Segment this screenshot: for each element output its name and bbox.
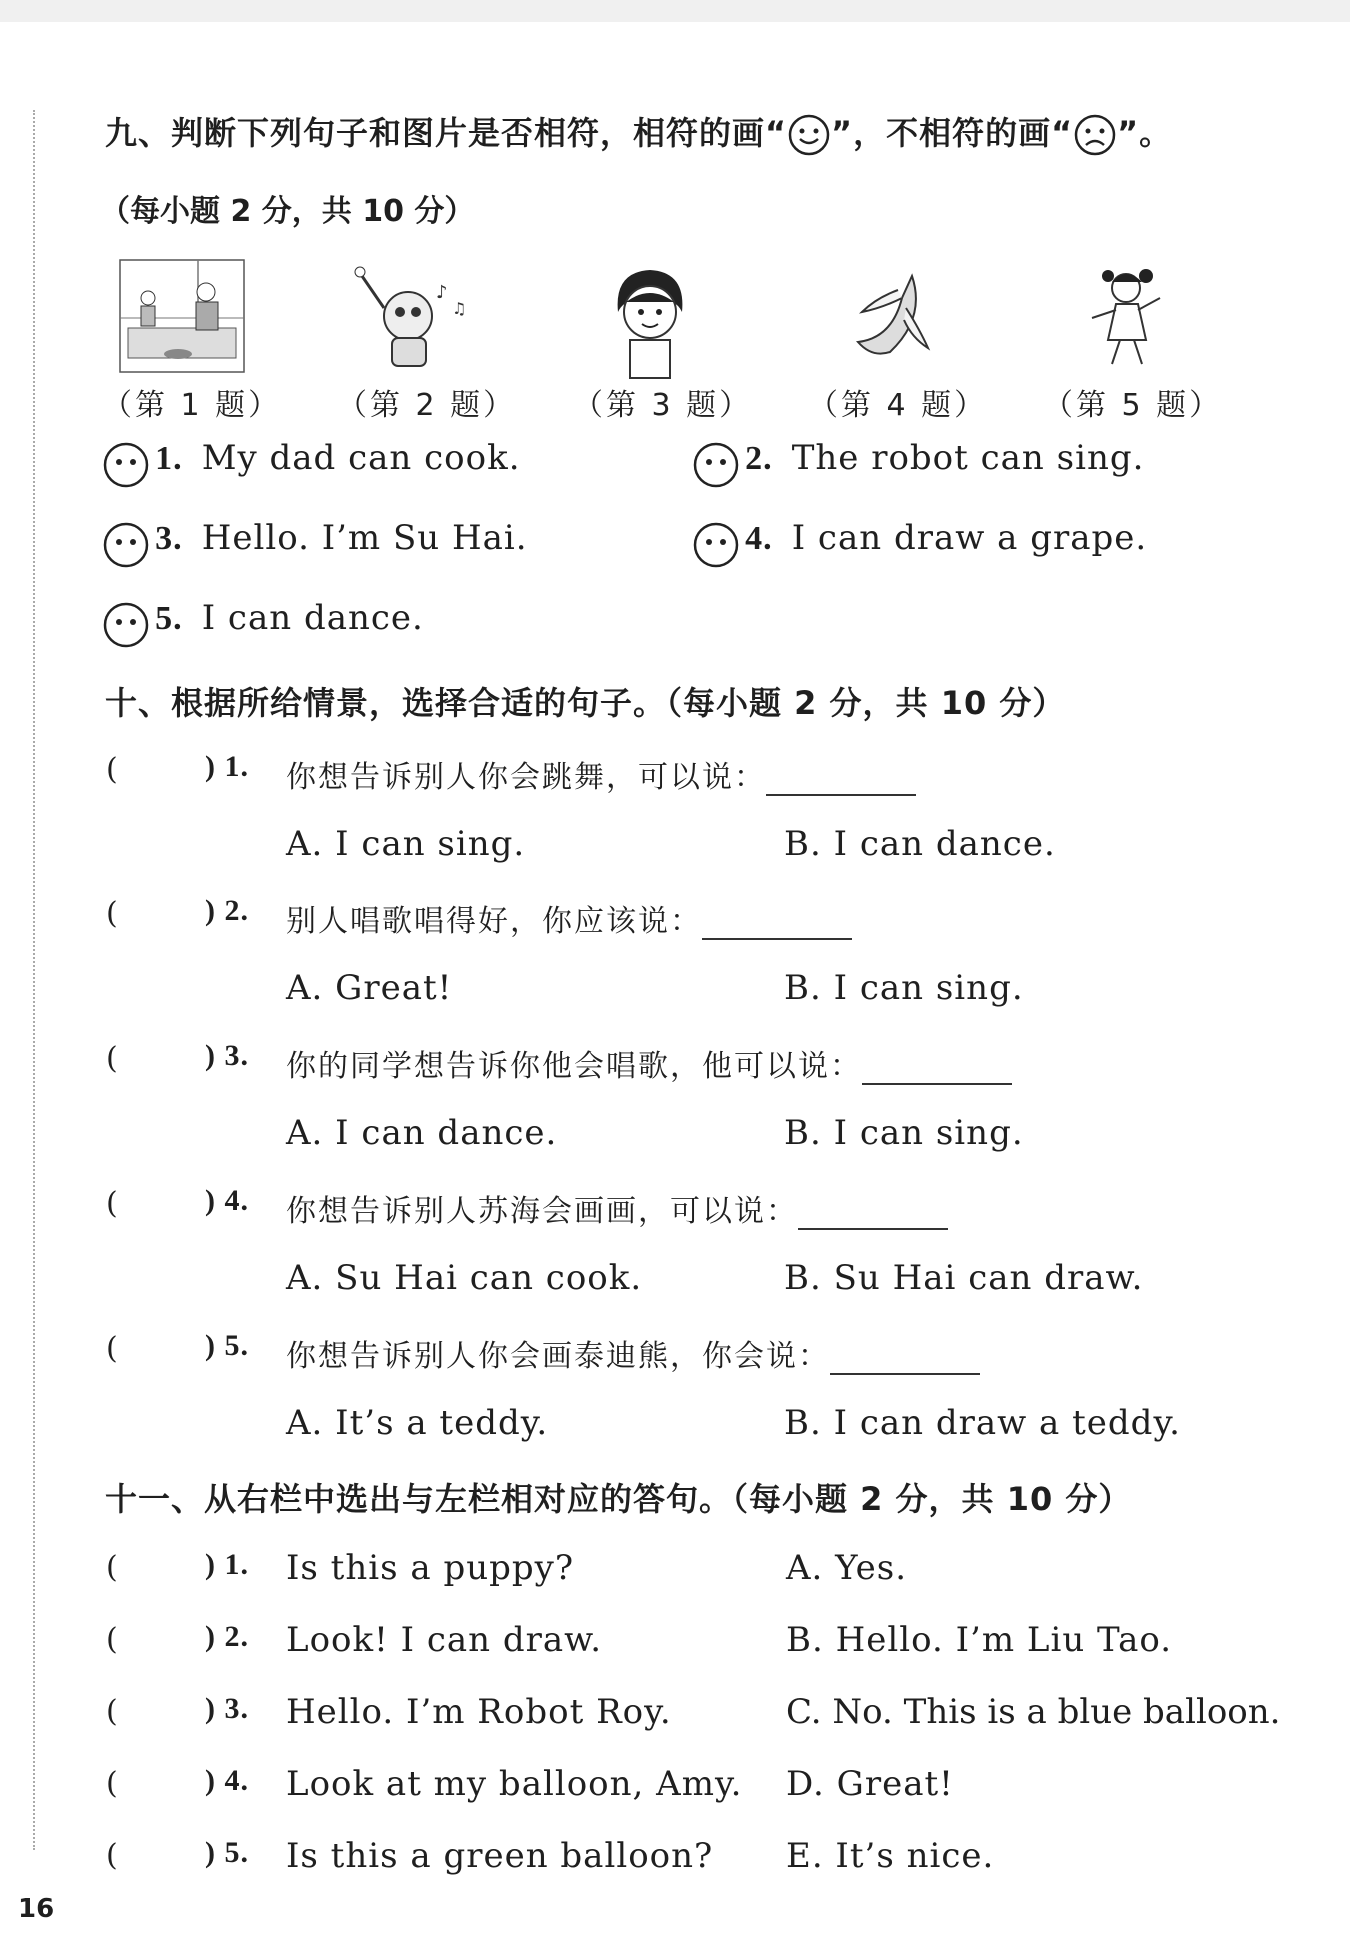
- item-text: I can draw a grape.: [791, 518, 1148, 558]
- answer-blank[interactable]: [862, 1053, 1012, 1085]
- picture-robot-singing: [348, 258, 476, 376]
- caption-1: （第 1 题）: [102, 388, 282, 423]
- answer-paren-open[interactable]: (: [106, 1766, 118, 1801]
- question-number: ) 2.: [205, 1620, 249, 1653]
- question-prompt: 你想告诉别人你会画泰迪熊，你会说：: [286, 1339, 830, 1374]
- left-column-sentence: Is this a green balloon?: [286, 1836, 714, 1876]
- left-column-sentence: Is this a puppy?: [286, 1548, 575, 1588]
- section11-title: 十一、从右栏中选出与左栏相对应的答句。（每小题 2 分，共 10 分）: [105, 1480, 1132, 1518]
- caption-5: （第 5 题）: [1043, 388, 1223, 423]
- picture-girl-su-hai: [600, 262, 700, 380]
- svg-text:♫: ♫: [452, 299, 467, 318]
- item-number: 2.: [745, 440, 773, 477]
- item-number: 4.: [745, 520, 773, 557]
- picture-banana: [842, 268, 942, 368]
- right-column-answer: A. Yes.: [786, 1548, 908, 1588]
- section9-title: [105, 108, 1172, 157]
- question-number: ) 3.: [205, 1039, 249, 1072]
- question-number: ) 3.: [205, 1692, 249, 1725]
- caption-4: （第 4 题）: [808, 388, 988, 423]
- margin-dotted-line: [33, 110, 35, 1850]
- question-text: [286, 1041, 1012, 1085]
- option-b: B. I can draw a teddy.: [784, 1403, 1181, 1443]
- sad-face-icon: [1073, 113, 1117, 157]
- option-a: A. Su Hai can cook.: [286, 1258, 643, 1298]
- picture-dad-cooking: [118, 258, 246, 376]
- left-column-sentence: Look at my balloon, Amy.: [286, 1764, 743, 1804]
- item-text: The robot can sing.: [791, 438, 1145, 478]
- section9-score: （每小题 2 分，共 10 分）: [100, 194, 475, 229]
- caption-2: （第 2 题）: [337, 388, 517, 423]
- answer-paren-open[interactable]: (: [106, 1694, 118, 1729]
- right-column-answer: E. It’s nice.: [786, 1836, 995, 1876]
- answer-blank[interactable]: [766, 764, 916, 796]
- answer-blank[interactable]: [798, 1198, 948, 1230]
- answer-paren-open[interactable]: (: [106, 1186, 118, 1221]
- page-number: 16: [18, 1894, 55, 1924]
- option-b: B. Su Hai can draw.: [784, 1258, 1144, 1298]
- svg-text:♪: ♪: [436, 282, 448, 303]
- neutral-face-answer-icon[interactable]: [692, 441, 740, 489]
- answer-blank[interactable]: [830, 1343, 980, 1375]
- section9-item-2: [692, 438, 1144, 489]
- question-number: ) 1.: [205, 750, 249, 783]
- smiley-face-icon: [787, 113, 831, 157]
- neutral-face-answer-icon[interactable]: [102, 521, 150, 569]
- item-number: 5.: [155, 600, 183, 637]
- section9-item-1: [102, 438, 521, 489]
- question-prompt: 你想告诉别人苏海会画画，可以说：: [286, 1194, 798, 1229]
- answer-paren-open[interactable]: (: [106, 1041, 118, 1076]
- question-number: ) 4.: [205, 1764, 249, 1797]
- section9-title-part3: ”。: [1117, 114, 1173, 152]
- picture-girl-dancing: [1080, 260, 1180, 372]
- answer-paren-open[interactable]: (: [106, 1550, 118, 1585]
- option-b: B. I can sing.: [784, 1113, 1024, 1153]
- option-a: A. I can sing.: [286, 824, 526, 864]
- item-text: Hello. I’m Su Hai.: [201, 518, 528, 558]
- question-number: ) 2.: [205, 894, 249, 927]
- answer-blank[interactable]: [702, 908, 852, 940]
- section9-title-part2: ”，不相符的画“: [831, 114, 1074, 152]
- answer-paren-open[interactable]: (: [106, 1331, 118, 1366]
- option-a: A. Great!: [286, 968, 453, 1008]
- top-band: [0, 0, 1350, 22]
- item-number: 3.: [155, 520, 183, 557]
- section9-item-5: [102, 598, 424, 649]
- section9-item-3: [102, 518, 528, 569]
- question-text: [286, 752, 916, 796]
- question-text: [286, 896, 852, 940]
- section10-title: 十、根据所给情景，选择合适的句子。（每小题 2 分，共 10 分）: [105, 684, 1066, 722]
- caption-3: （第 3 题）: [573, 388, 753, 423]
- question-prompt: 你的同学想告诉你他会唱歌，他可以说：: [286, 1049, 862, 1084]
- section9-title-part1: 九、判断下列句子和图片是否相符，相符的画“: [105, 114, 788, 152]
- answer-paren-open[interactable]: (: [106, 1838, 118, 1873]
- item-number: 1.: [155, 440, 183, 477]
- answer-paren-open[interactable]: (: [106, 896, 118, 931]
- section9-item-4: [692, 518, 1147, 569]
- item-text: My dad can cook.: [201, 438, 521, 478]
- left-column-sentence: Hello. I’m Robot Roy.: [286, 1692, 672, 1732]
- item-text: I can dance.: [201, 598, 424, 638]
- right-column-answer: C. No. This is a blue balloon.: [786, 1692, 1281, 1732]
- neutral-face-answer-icon[interactable]: [692, 521, 740, 569]
- option-a: A. I can dance.: [286, 1113, 558, 1153]
- answer-paren-open[interactable]: (: [106, 1622, 118, 1657]
- option-b: B. I can sing.: [784, 968, 1024, 1008]
- question-prompt: 你想告诉别人你会跳舞，可以说：: [286, 760, 766, 795]
- answer-paren-open[interactable]: (: [106, 752, 118, 787]
- right-column-answer: B. Hello. I’m Liu Tao.: [786, 1620, 1173, 1660]
- option-b: B. I can dance.: [784, 824, 1056, 864]
- question-number: ) 5.: [205, 1836, 249, 1869]
- question-number: ) 4.: [205, 1184, 249, 1217]
- right-column-answer: D. Great!: [786, 1764, 954, 1804]
- question-prompt: 别人唱歌唱得好，你应该说：: [286, 904, 702, 939]
- question-text: [286, 1331, 980, 1375]
- neutral-face-answer-icon[interactable]: [102, 441, 150, 489]
- option-a: A. It’s a teddy.: [286, 1403, 549, 1443]
- question-text: [286, 1186, 948, 1230]
- left-column-sentence: Look! I can draw.: [286, 1620, 603, 1660]
- neutral-face-answer-icon[interactable]: [102, 601, 150, 649]
- question-number: ) 1.: [205, 1548, 249, 1581]
- question-number: ) 5.: [205, 1329, 249, 1362]
